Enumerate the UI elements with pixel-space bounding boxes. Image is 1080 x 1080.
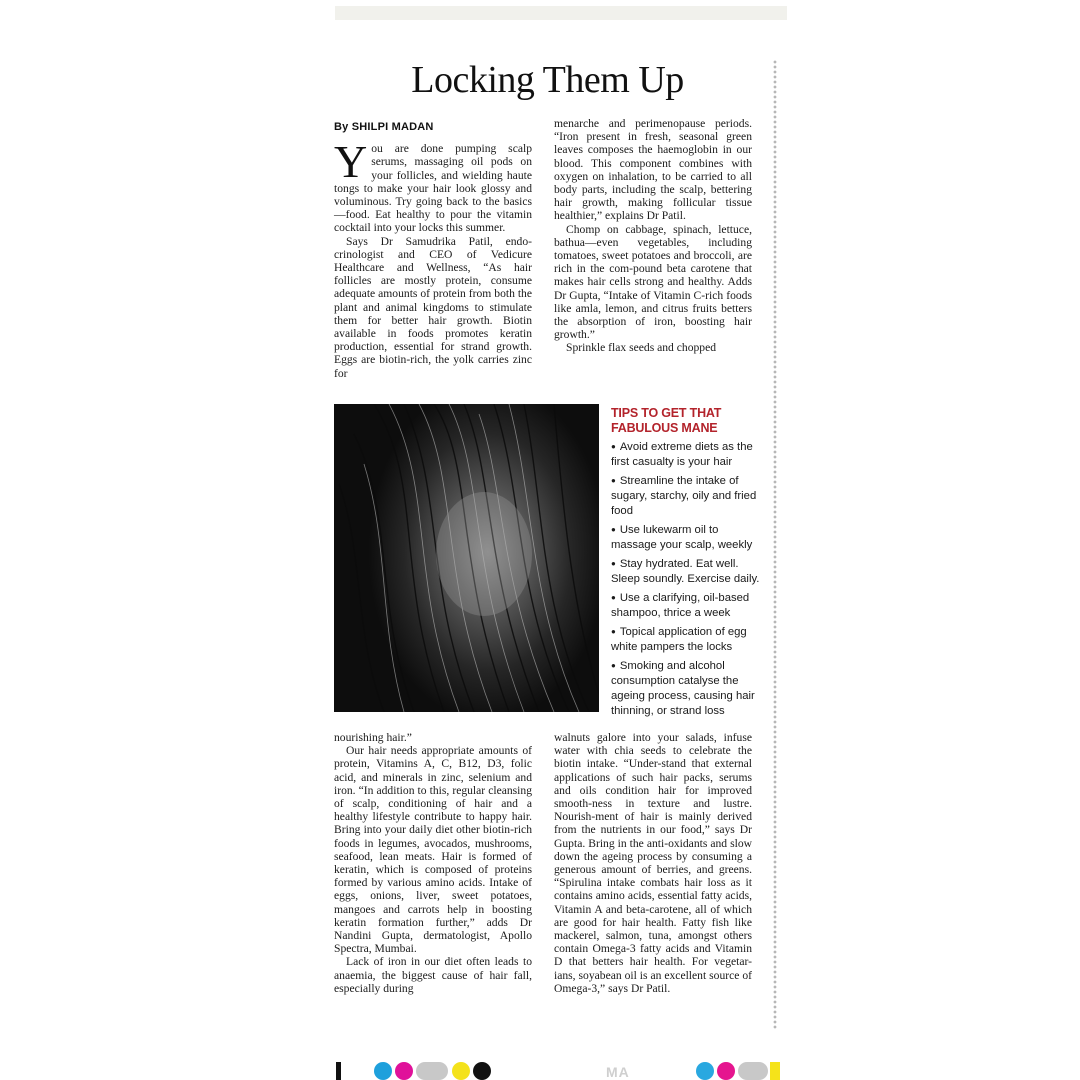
wavy-border	[773, 60, 777, 1030]
article-column-4	[554, 731, 752, 995]
grey-pill	[416, 1062, 448, 1080]
tip-item: ● Use a clarifying, oil-based shampoo, thrice a week	[611, 590, 761, 621]
tips-box	[611, 406, 761, 722]
article-column-3	[334, 731, 532, 995]
cyan-dot	[696, 1062, 714, 1080]
article-headline: Locking Them Up	[411, 59, 684, 101]
yellow-dot	[770, 1062, 780, 1080]
paragraph: nourishing hair.”	[334, 731, 412, 744]
page-marker-text: MA	[606, 1064, 630, 1080]
hair-strands-image	[334, 404, 599, 712]
paragraph: Our hair needs appropriate amounts of protein, Vitamins A, C, B12, D3, folic acid, and minerals in zinc, selenium and iron. “In addition to this, regular cleansing of scalp, conditioning of hair and a healthy lifestyle contribute to happy hair. Bring into your daily diet other biotin-rich foods in legumes, avocados, mushrooms, seafood, lean meats. Hair is formed of keratin, which is composed of proteins formed by various amino acids. Intake of eggs, onions, liver, sweet potatoes, mangoes and carrots help in boosting keratin formation further,” adds Dr Nandini Gupta, dermatologist, Apollo Spectra, Mumbai.	[334, 744, 532, 956]
cyan-dot	[374, 1062, 392, 1080]
tip-item: ● Use lukewarm oil to massage your scalp, weekly	[611, 522, 761, 553]
top-strip	[335, 6, 787, 20]
magenta-dot	[717, 1062, 735, 1080]
paragraph: menarche and perimenopause periods. “Iron present in fresh, seasonal green leaves composes the haemoglobin in our blood. This component combines with oxygen on inhalation, to be carried to all body parts, including the scalp, bettering hair growth, making follicular tissue healthier,” explains Dr Patil.	[554, 117, 752, 223]
paragraph: walnuts galore into your salads, infuse water with chia seeds to celebrate the biotin intake. “Under-stand that external applications of such hair packs, serums and oils condition hair for improved smooth-ness in texture and lustre. Nourish-ment of hair is mainly derived from the nutrients in our food,” says Dr Gupta. Bring in the anti-oxidants and slow down the ageing process by consuming a generous amount of berries, and greens. “Spirulina intake combats hair loss as it contains amino acids, essential fatty acids, Vitamin A and beta-carotene, all of which are good for hair health. Fatty fish like mackerel, salmon, tuna, amongst others contain Omega-3 fatty acids and Vitamin D that betters hair health. For vegetar-ians, soyabean oil is an excellent source of Omega-3,” says Dr Patil.	[554, 731, 752, 995]
magenta-dot	[395, 1062, 413, 1080]
paragraph: Chomp on cabbage, spinach, lettuce, bathua—even vegetables, including tomatoes, sweet potatoes and broccoli, are rich in the com-pound beta carotene that makes hair cells strong and healthy. Adds Dr Gupta, “Intake of Vitamin C-rich foods like amla, lemon, and citrus fruits betters the absorption of iron, boosting hair growth.”	[554, 222, 752, 342]
registration-bar	[336, 1062, 341, 1080]
paragraph: Sprinkle flax seeds and chopped	[566, 341, 717, 355]
paragraph: Says Dr Samudrika Patil, endo-crinologist and CEO of Vedicure Healthcare and Wellness, “As hair follicles are mostly protein, consume adequate amounts of protein from both the plant and animal kingdoms to stimulate them for better hair growth. Biotin available in foods promotes keratin production, essential for strand growth. Eggs are biotin-rich, the yolk carries zinc for	[334, 234, 532, 380]
tip-item: ● Streamline the intake of sugary, starchy, oily and fried food	[611, 473, 761, 519]
tip-item: ● Stay hydrated. Eat well. Sleep soundly. Exercise daily.	[611, 556, 761, 587]
tip-item: ● Topical application of egg white pampers the locks	[611, 624, 761, 655]
tips-title: TIPS TO GET THAT FABULOUS MANE	[611, 406, 722, 435]
paragraph: You are done pumping scalp serums, massaging oil pods on your follicles, and wielding haute tongs to make your hair look glossy and voluminous. Try going back to the basics—food. Eat healthy to pour the vitamin cocktail into your locks this summer.	[334, 136, 532, 235]
grey-pill	[738, 1062, 768, 1080]
article-column-1	[334, 121, 532, 380]
hair-photo	[334, 404, 599, 712]
byline: By SHILPI MADAN	[334, 121, 434, 133]
tip-item: ● Avoid extreme diets as the first casualty is your hair	[611, 439, 761, 470]
tips-list	[611, 439, 761, 719]
yellow-dot	[452, 1062, 470, 1080]
paragraph: Lack of iron in our diet often leads to anaemia, the biggest cause of hair fall, especially during	[334, 955, 532, 995]
article-column-2	[554, 117, 752, 355]
tip-item: ● Smoking and alcohol consumption catalyse the ageing process, causing hair thinning, or strand loss	[611, 658, 761, 719]
black-dot	[473, 1062, 491, 1080]
drop-cap: Y	[334, 136, 368, 188]
